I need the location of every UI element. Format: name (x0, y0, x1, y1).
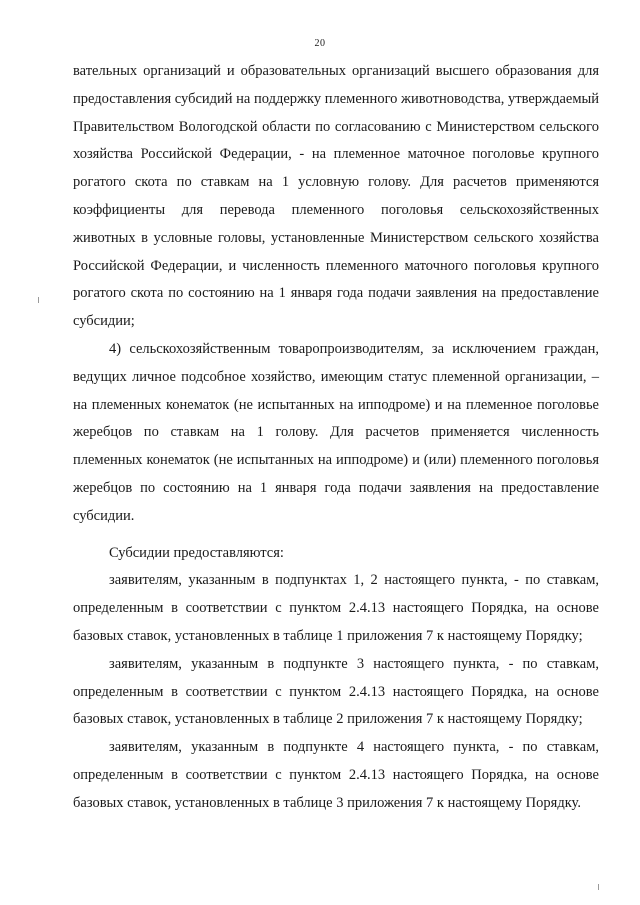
paragraph-applicants-1-2: заявителям, указанным в подпунктах 1, 2 настоящего пункта, - по ставкам, определенным в соответствии с пунктом 2.4.13 настоящего Порядка, на основе базовых ставок, установленных в таблице 1 приложения 7 к настоящему Порядку; (73, 572, 599, 644)
paragraph-applicants-4: заявителям, указанным в подпункте 4 настоящего пункта, - по ставкам, определенным в соответствии с пунктом 2.4.13 настоящего Порядка, на основе базовых ставок, установленных в таблице 3 приложения 7 к настоящему Порядку. (73, 739, 599, 811)
scan-mark-bottom (598, 884, 599, 890)
document-body (73, 58, 599, 818)
paragraph-applicants-3: заявителям, указанным в подпункте 3 настоящего пункта, - по ставкам, определенным в соответствии с пунктом 2.4.13 настоящего Порядка, на основе базовых ставок, установленных в таблице 2 приложения 7 к настоящему Порядку; (73, 655, 599, 728)
paragraph-continuation: вательных организаций и образовательных организаций высшего образования для предоставления субсидий на поддержку племенного животноводства, утверждаемый Правительством Вологодской области по согласованию с Министерством сельского хозяйства Российской Федерации, - на племенное маточное поголовье крупного рогатого скота по ставкам на 1 условную голову. Для расчетов применяются коэффициенты для перевода племенного поголовья сельскохозяйственных животных в условные головы, установленные Министерством сельского хозяйства Российской Федерации, и численность племенного маточного поголовья крупного рогатого скота по состоянию на 1 января года подачи заявления на предоставление субсидии; (73, 63, 600, 330)
paragraph-subsidies-heading: Субсидии предоставляются: (109, 544, 284, 561)
paragraph-item-4: 4) сельскохозяйственным товаропроизводителям, за исключением граждан, ведущих личное подсобное хозяйство, имеющим статус племенной организации, – на племенных конематок (не испытанных на ипподроме) и на племенное поголовье жеребцов по ставкам на 1 голову. Для расчетов применяется численность племенных конематок (не испытанных на ипподроме) и (или) племенного поголовья жеребцов по состоянию на 1 января года подачи заявления на предоставление субсидии. (73, 340, 599, 524)
page-number: 20 (314, 38, 326, 49)
scan-mark-left (38, 297, 39, 303)
